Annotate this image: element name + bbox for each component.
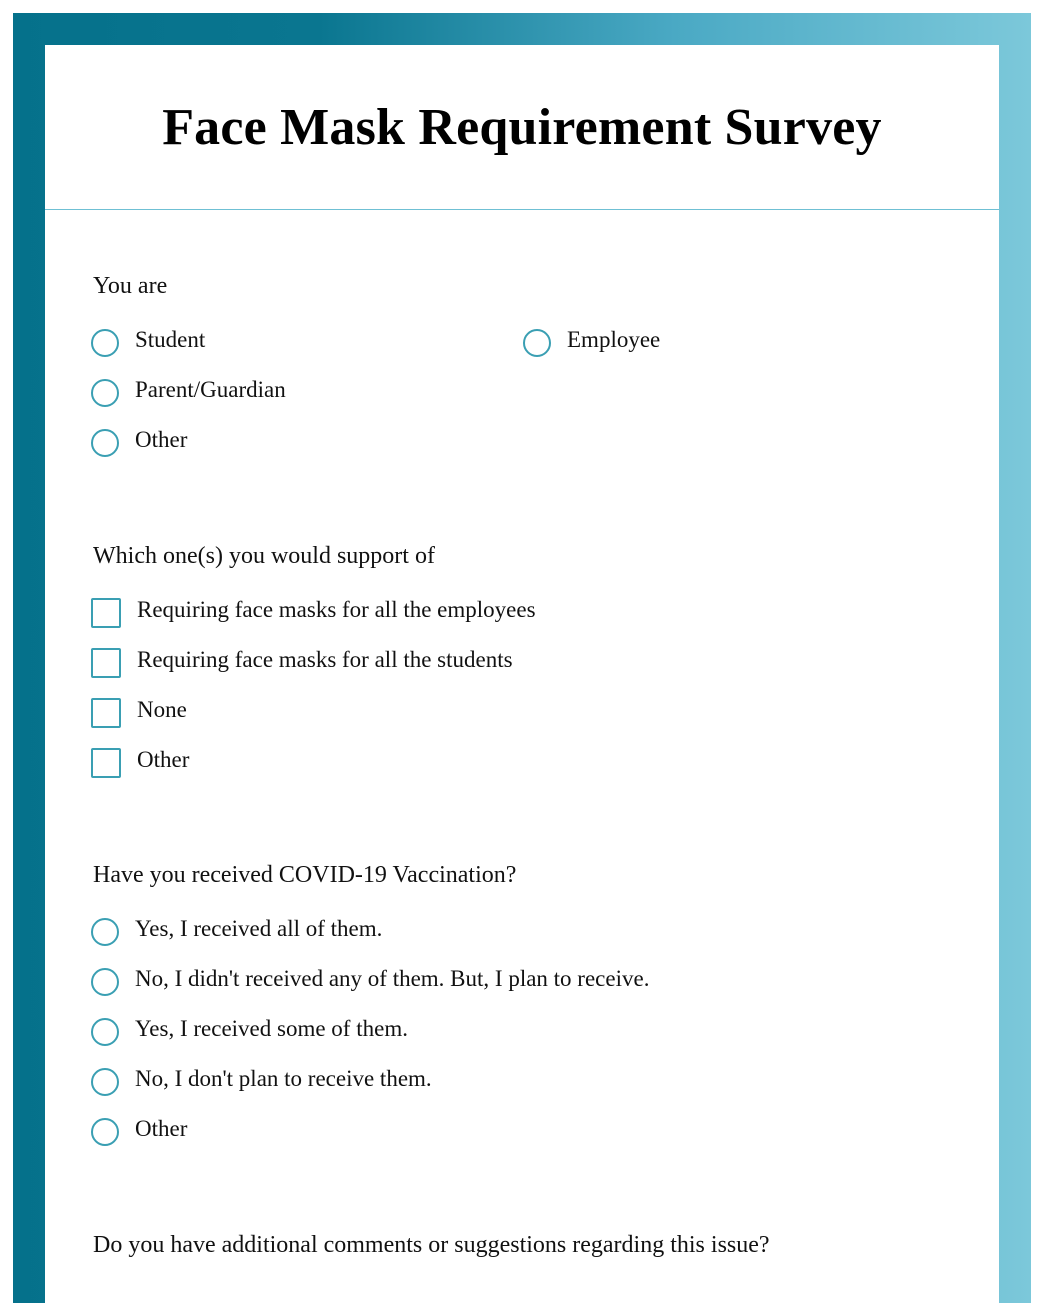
- checkbox[interactable]: [91, 648, 121, 678]
- checkbox-option-employees-masks[interactable]: [91, 598, 536, 628]
- option-label: Parent/Guardian: [135, 377, 286, 402]
- checkbox-option-none[interactable]: [91, 698, 187, 728]
- radio-option-other[interactable]: [91, 1118, 187, 1146]
- question-comments: Do you have additional comments or suggestions regarding this issue?: [93, 1232, 770, 1258]
- option-label: No, I don't plan to receive them.: [135, 1066, 432, 1091]
- option-label: Other: [135, 1116, 188, 1141]
- radio-option-received-all[interactable]: [91, 918, 382, 946]
- option-label: Other: [135, 427, 188, 452]
- radio-option-employee[interactable]: [523, 329, 660, 357]
- radio-button[interactable]: [91, 379, 119, 407]
- radio-button[interactable]: [91, 1018, 119, 1046]
- radio-button[interactable]: [91, 1118, 119, 1146]
- option-label: Student: [135, 327, 206, 352]
- radio-button[interactable]: [523, 329, 551, 357]
- question-vaccination: Have you received COVID-19 Vaccination?: [93, 862, 517, 888]
- radio-button[interactable]: [91, 968, 119, 996]
- checkbox[interactable]: [91, 698, 121, 728]
- radio-button[interactable]: [91, 918, 119, 946]
- option-label: Yes, I received some of them.: [135, 1016, 408, 1041]
- radio-option-plan-to-receive[interactable]: [91, 968, 649, 996]
- checkbox[interactable]: [91, 748, 121, 778]
- radio-option-received-some[interactable]: [91, 1018, 408, 1046]
- radio-button[interactable]: [91, 429, 119, 457]
- form-header: [45, 45, 999, 210]
- option-label: Requiring face masks for all the students: [137, 647, 513, 672]
- radio-option-student[interactable]: [91, 329, 205, 357]
- radio-option-no-plan[interactable]: [91, 1068, 432, 1096]
- question-you-are: You are: [93, 273, 168, 299]
- radio-option-parent-guardian[interactable]: [91, 379, 286, 407]
- option-label: Other: [137, 747, 190, 772]
- checkbox-option-students-masks[interactable]: [91, 648, 513, 678]
- checkbox-option-other[interactable]: [91, 748, 189, 778]
- option-label: Employee: [567, 327, 661, 352]
- radio-option-other[interactable]: [91, 429, 187, 457]
- radio-button[interactable]: [91, 329, 119, 357]
- form-card: [45, 45, 999, 1305]
- question-support: Which one(s) you would support of: [93, 543, 435, 569]
- radio-button[interactable]: [91, 1068, 119, 1096]
- option-label: Requiring face masks for all the employees: [137, 597, 536, 622]
- option-label: No, I didn't received any of them. But, I plan to receive.: [135, 966, 650, 991]
- checkbox[interactable]: [91, 598, 121, 628]
- form-title: Face Mask Requirement Survey: [162, 98, 882, 156]
- option-label: None: [137, 697, 187, 722]
- option-label: Yes, I received all of them.: [135, 916, 383, 941]
